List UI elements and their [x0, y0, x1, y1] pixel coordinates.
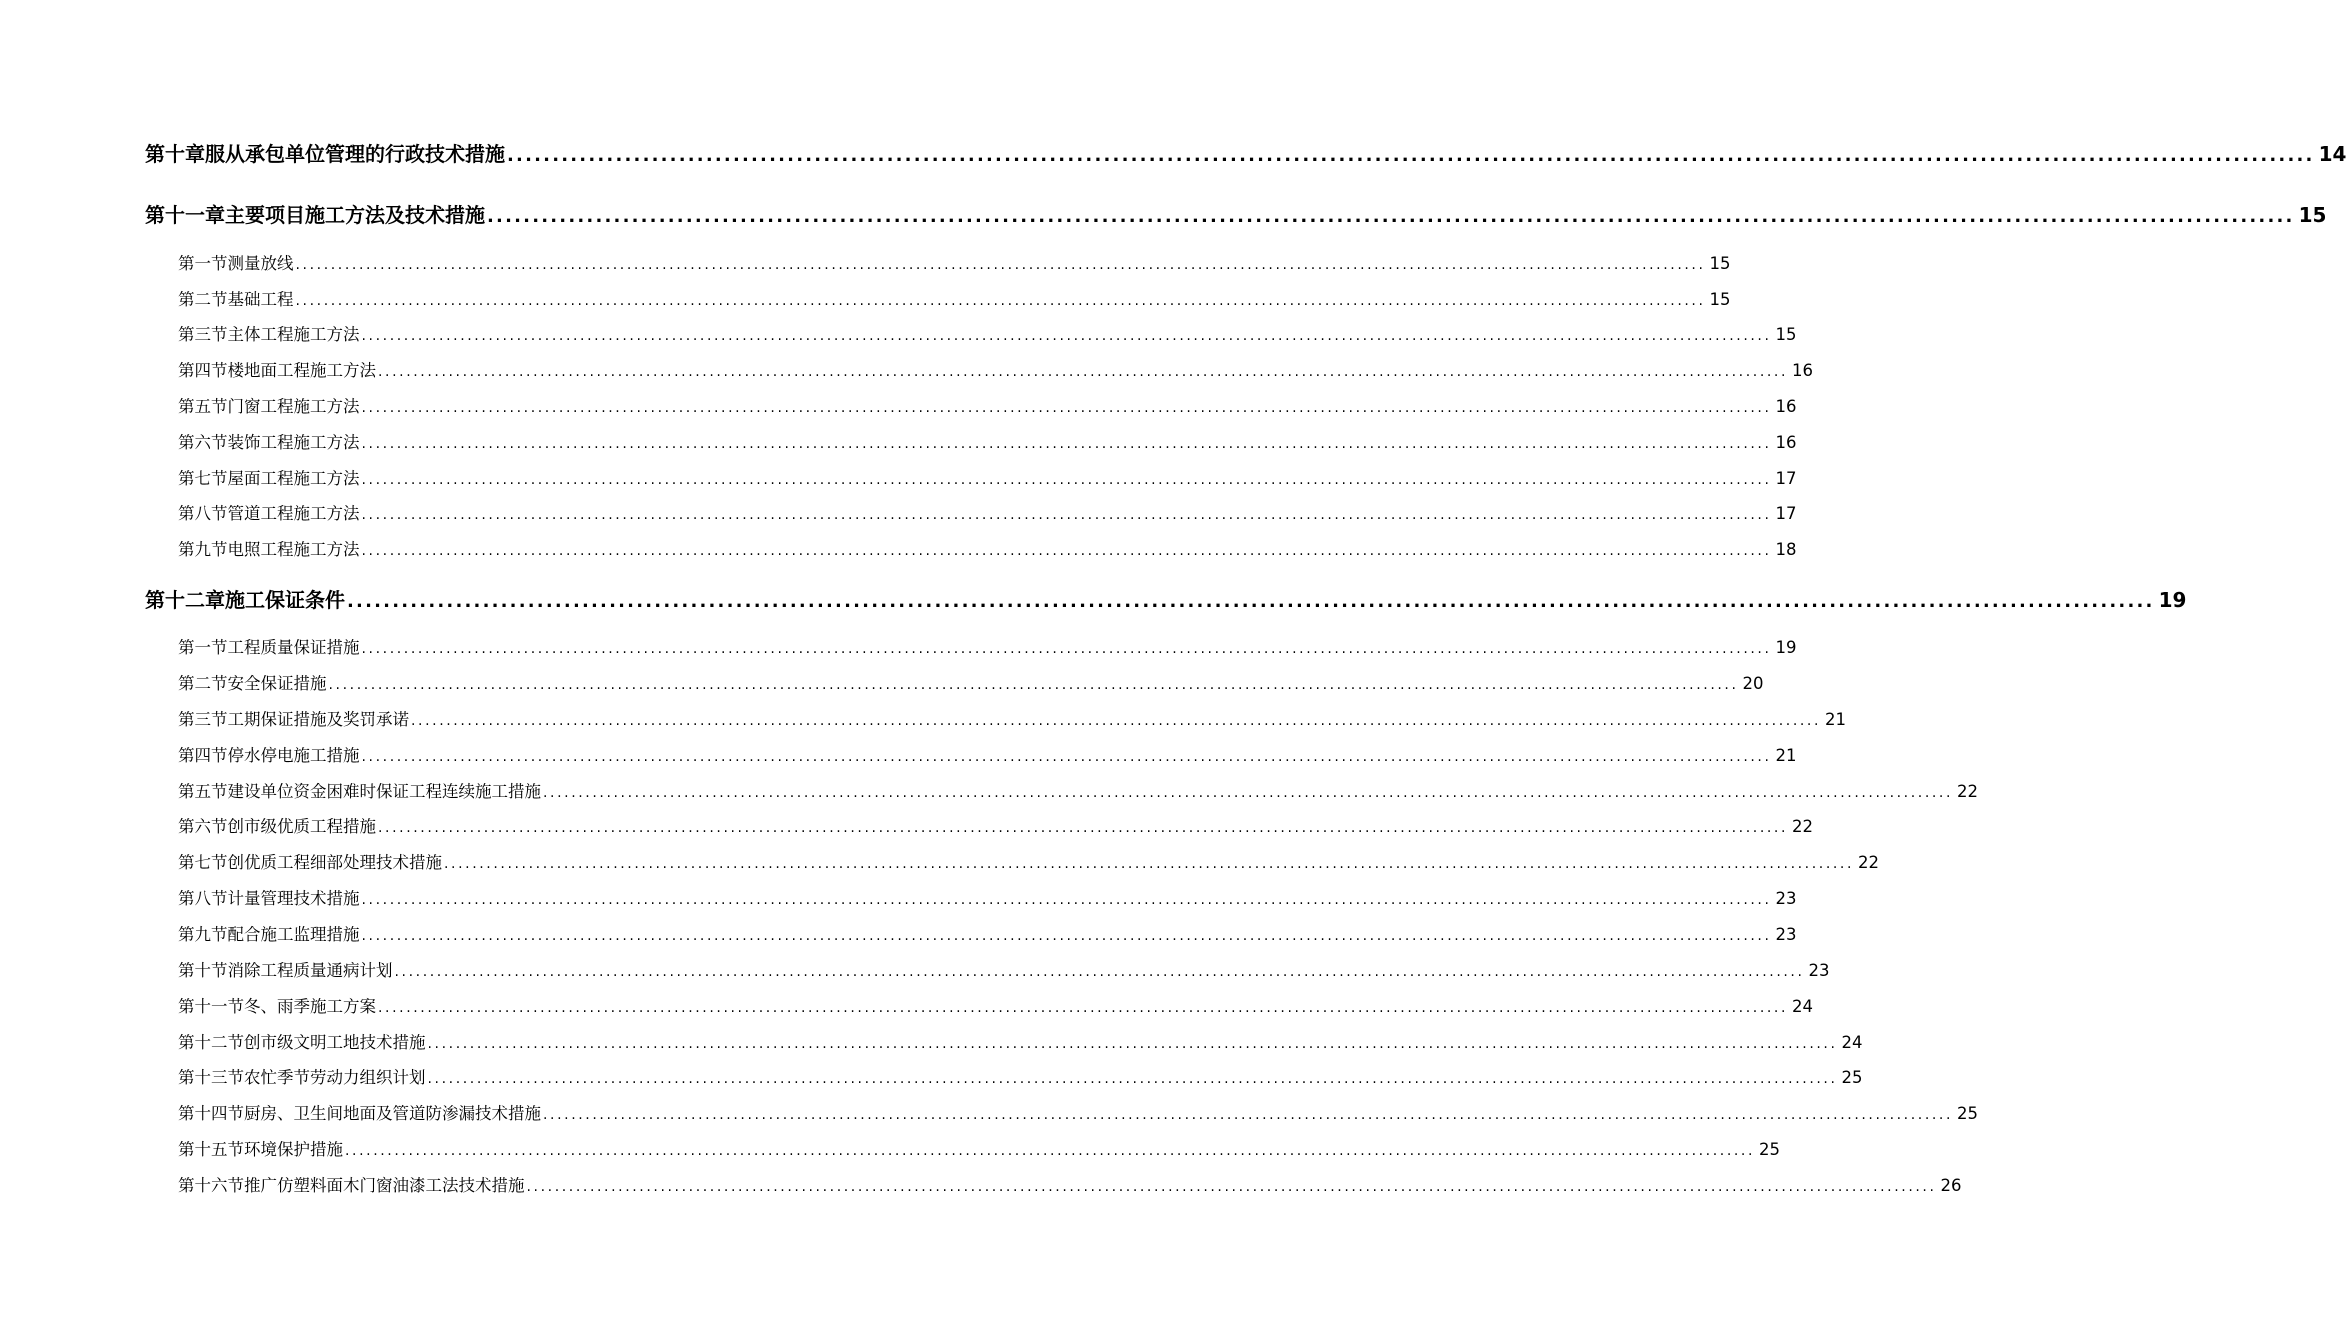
dot-leader: ........................................................................................................................................................................................................: [543, 785, 1954, 801]
toc-section-entry[interactable]: [178, 1172, 1962, 1196]
entry-page-number: 22: [1792, 817, 1814, 836]
toc-chapter-entry[interactable]: [145, 138, 2346, 168]
toc-section-entry[interactable]: [178, 1136, 1781, 1160]
entry-label: 第十六节: [178, 1176, 244, 1195]
entry-title: 管道工程施工方法: [227, 504, 360, 523]
entry-label: 第十一章: [145, 203, 225, 227]
dot-leader: ........................................................................................................................................................................................................: [347, 591, 2155, 612]
entry-label: 第一节: [178, 254, 228, 273]
entry-page-number: 17: [1775, 504, 1797, 523]
dot-leader: ........................................................................................................................................................................................................: [361, 472, 1772, 488]
dot-leader: ........................................................................................................................................................................................................: [427, 1036, 1838, 1052]
toc-section-entry[interactable]: [178, 465, 1797, 489]
entry-page-number: 22: [1858, 853, 1880, 872]
entry-page-number: 23: [1775, 889, 1797, 908]
entry-title: 基础工程: [227, 290, 294, 309]
toc-chapter-entry[interactable]: [145, 584, 2187, 614]
entry-label: 第六节: [178, 817, 228, 836]
toc-section-entry[interactable]: [178, 500, 1797, 524]
entry-label: 第十二节: [178, 1033, 244, 1052]
dot-leader: ........................................................................................................................................................................................................: [328, 677, 1739, 693]
toc-section-entry[interactable]: [178, 1064, 1863, 1088]
entry-page-number: 18: [1775, 540, 1797, 559]
entry-label: 第七节: [178, 469, 228, 488]
entry-label: 第十一节: [178, 997, 244, 1016]
entry-title: 推广仿塑料面木门窗油漆工法技术措施: [244, 1176, 525, 1195]
toc-section-entry[interactable]: [178, 634, 1797, 658]
entry-title: 配合施工监理措施: [227, 925, 360, 944]
entry-page-number: 15: [1775, 325, 1797, 344]
entry-label: 第一节: [178, 638, 228, 657]
entry-label: 第十节: [178, 961, 228, 980]
entry-title: 消除工程质量通病计划: [227, 961, 393, 980]
entry-label: 第三节: [178, 710, 228, 729]
toc-section-entry[interactable]: [178, 1029, 1863, 1053]
entry-page-number: 21: [1825, 710, 1847, 729]
dot-leader: ........................................................................................................................................................................................................: [507, 145, 2315, 166]
dot-leader: ........................................................................................................................................................................................................: [345, 1143, 1756, 1159]
entry-label: 第三节: [178, 325, 228, 344]
dot-leader: ........................................................................................................................................................................................................: [378, 364, 1789, 380]
entry-title: 工期保证措施及奖罚承诺: [227, 710, 409, 729]
entry-page-number: 23: [1775, 925, 1797, 944]
entry-label: 第七节: [178, 853, 228, 872]
dot-leader: ........................................................................................................................................................................................................: [295, 293, 1706, 309]
entry-label: 第八节: [178, 504, 228, 523]
dot-leader: ........................................................................................................................................................................................................: [361, 641, 1772, 657]
toc-section-entry[interactable]: [178, 885, 1797, 909]
toc-section-entry[interactable]: [178, 778, 1979, 802]
dot-leader: ........................................................................................................................................................................................................: [444, 856, 1855, 872]
entry-page-number: 17: [1775, 469, 1797, 488]
entry-label: 第十三节: [178, 1068, 244, 1087]
entry-title: 厨房、卫生间地面及管道防渗漏技术措施: [244, 1104, 541, 1123]
entry-label: 第十五节: [178, 1140, 244, 1159]
entry-title: 创优质工程细部处理技术措施: [227, 853, 442, 872]
entry-label: 第四节: [178, 361, 228, 380]
entry-title: 主体工程施工方法: [227, 325, 360, 344]
entry-page-number: 26: [1940, 1176, 1962, 1195]
entry-page-number: 25: [1957, 1104, 1979, 1123]
toc-section-entry[interactable]: [178, 536, 1797, 560]
dot-leader: ........................................................................................................................................................................................................: [361, 543, 1772, 559]
dot-leader: ........................................................................................................................................................................................................: [361, 328, 1772, 344]
entry-page-number: 15: [2298, 203, 2327, 227]
entry-page-number: 20: [1742, 674, 1764, 693]
entry-label: 第六节: [178, 433, 228, 452]
entry-title: 门窗工程施工方法: [227, 397, 360, 416]
entry-label: 第四节: [178, 746, 228, 765]
entry-page-number: 22: [1957, 782, 1979, 801]
toc-section-entry[interactable]: [178, 957, 1830, 981]
dot-leader: ........................................................................................................................................................................................................: [361, 436, 1772, 452]
toc-section-entry[interactable]: [178, 993, 1814, 1017]
entry-title: 创市级文明工地技术措施: [244, 1033, 426, 1052]
entry-title: 主要项目施工方法及技术措施: [225, 203, 485, 227]
entry-label: 第五节: [178, 397, 228, 416]
toc-section-entry[interactable]: [178, 849, 1880, 873]
entry-label: 第十章: [145, 142, 205, 166]
dot-leader: ........................................................................................................................................................................................................: [361, 507, 1772, 523]
dot-leader: ........................................................................................................................................................................................................: [526, 1179, 1937, 1195]
entry-page-number: 25: [1759, 1140, 1781, 1159]
dot-leader: ........................................................................................................................................................................................................: [295, 257, 1706, 273]
entry-title: 工程质量保证措施: [227, 638, 360, 657]
toc-chapter-entry[interactable]: [145, 199, 2327, 229]
toc-section-entry[interactable]: [178, 250, 1731, 274]
entry-title: 安全保证措施: [227, 674, 327, 693]
entry-page-number: 25: [1841, 1068, 1863, 1087]
entry-title: 装饰工程施工方法: [227, 433, 360, 452]
entry-title: 建设单位资金困难时保证工程连续施工措施: [227, 782, 541, 801]
entry-label: 第二节: [178, 674, 228, 693]
entry-title: 计量管理技术措施: [227, 889, 360, 908]
entry-title: 屋面工程施工方法: [227, 469, 360, 488]
entry-label: 第五节: [178, 782, 228, 801]
dot-leader: ........................................................................................................................................................................................................: [361, 928, 1772, 944]
toc-section-entry[interactable]: [178, 429, 1797, 453]
entry-page-number: 15: [1709, 290, 1731, 309]
dot-leader: ........................................................................................................................................................................................................: [361, 749, 1772, 765]
dot-leader: ........................................................................................................................................................................................................: [543, 1107, 1954, 1123]
entry-page-number: 23: [1808, 961, 1830, 980]
entry-title: 楼地面工程施工方法: [227, 361, 376, 380]
toc-section-entry[interactable]: [178, 921, 1797, 945]
entry-page-number: 24: [1792, 997, 1814, 1016]
dot-leader: ........................................................................................................................................................................................................: [378, 1000, 1789, 1016]
toc-section-entry[interactable]: [178, 742, 1797, 766]
entry-title: 服从承包单位管理的行政技术措施: [205, 142, 505, 166]
dot-leader: ........................................................................................................................................................................................................: [394, 964, 1805, 980]
dot-leader: ........................................................................................................................................................................................................: [361, 400, 1772, 416]
entry-page-number: 24: [1841, 1033, 1863, 1052]
entry-title: 冬、雨季施工方案: [244, 997, 376, 1016]
entry-title: 测量放线: [227, 254, 294, 273]
entry-page-number: 14: [2318, 142, 2346, 166]
entry-page-number: 15: [1709, 254, 1731, 273]
entry-title: 停水停电施工措施: [227, 746, 360, 765]
dot-leader: ........................................................................................................................................................................................................: [411, 713, 1822, 729]
entry-title: 农忙季节劳动力组织计划: [244, 1068, 426, 1087]
toc-section-entry[interactable]: [178, 393, 1797, 417]
dot-leader: ........................................................................................................................................................................................................: [378, 820, 1789, 836]
entry-label: 第八节: [178, 889, 228, 908]
entry-label: 第十四节: [178, 1104, 244, 1123]
entry-page-number: 16: [1775, 397, 1797, 416]
entry-page-number: 19: [2158, 588, 2187, 612]
entry-page-number: 16: [1775, 433, 1797, 452]
dot-leader: ........................................................................................................................................................................................................: [427, 1071, 1838, 1087]
toc-section-entry[interactable]: [178, 357, 1814, 381]
toc-section-entry[interactable]: [178, 813, 1814, 837]
dot-leader: ........................................................................................................................................................................................................: [361, 892, 1772, 908]
entry-title: 电照工程施工方法: [227, 540, 360, 559]
entry-label: 第九节: [178, 925, 228, 944]
entry-title: 环境保护措施: [244, 1140, 343, 1159]
entry-title: 施工保证条件: [225, 588, 345, 612]
entry-label: 第九节: [178, 540, 228, 559]
entry-page-number: 16: [1792, 361, 1814, 380]
toc-section-entry[interactable]: [178, 706, 1847, 730]
entry-title: 创市级优质工程措施: [227, 817, 376, 836]
entry-label: 第十二章: [145, 588, 225, 612]
dot-leader: ........................................................................................................................................................................................................: [487, 206, 2295, 227]
toc-section-entry[interactable]: [178, 1100, 1979, 1124]
toc-section-entry[interactable]: [178, 670, 1764, 694]
entry-page-number: 19: [1775, 638, 1797, 657]
entry-label: 第二节: [178, 290, 228, 309]
toc-section-entry[interactable]: [178, 321, 1797, 345]
toc-section-entry[interactable]: [178, 286, 1731, 310]
entry-page-number: 21: [1775, 746, 1797, 765]
